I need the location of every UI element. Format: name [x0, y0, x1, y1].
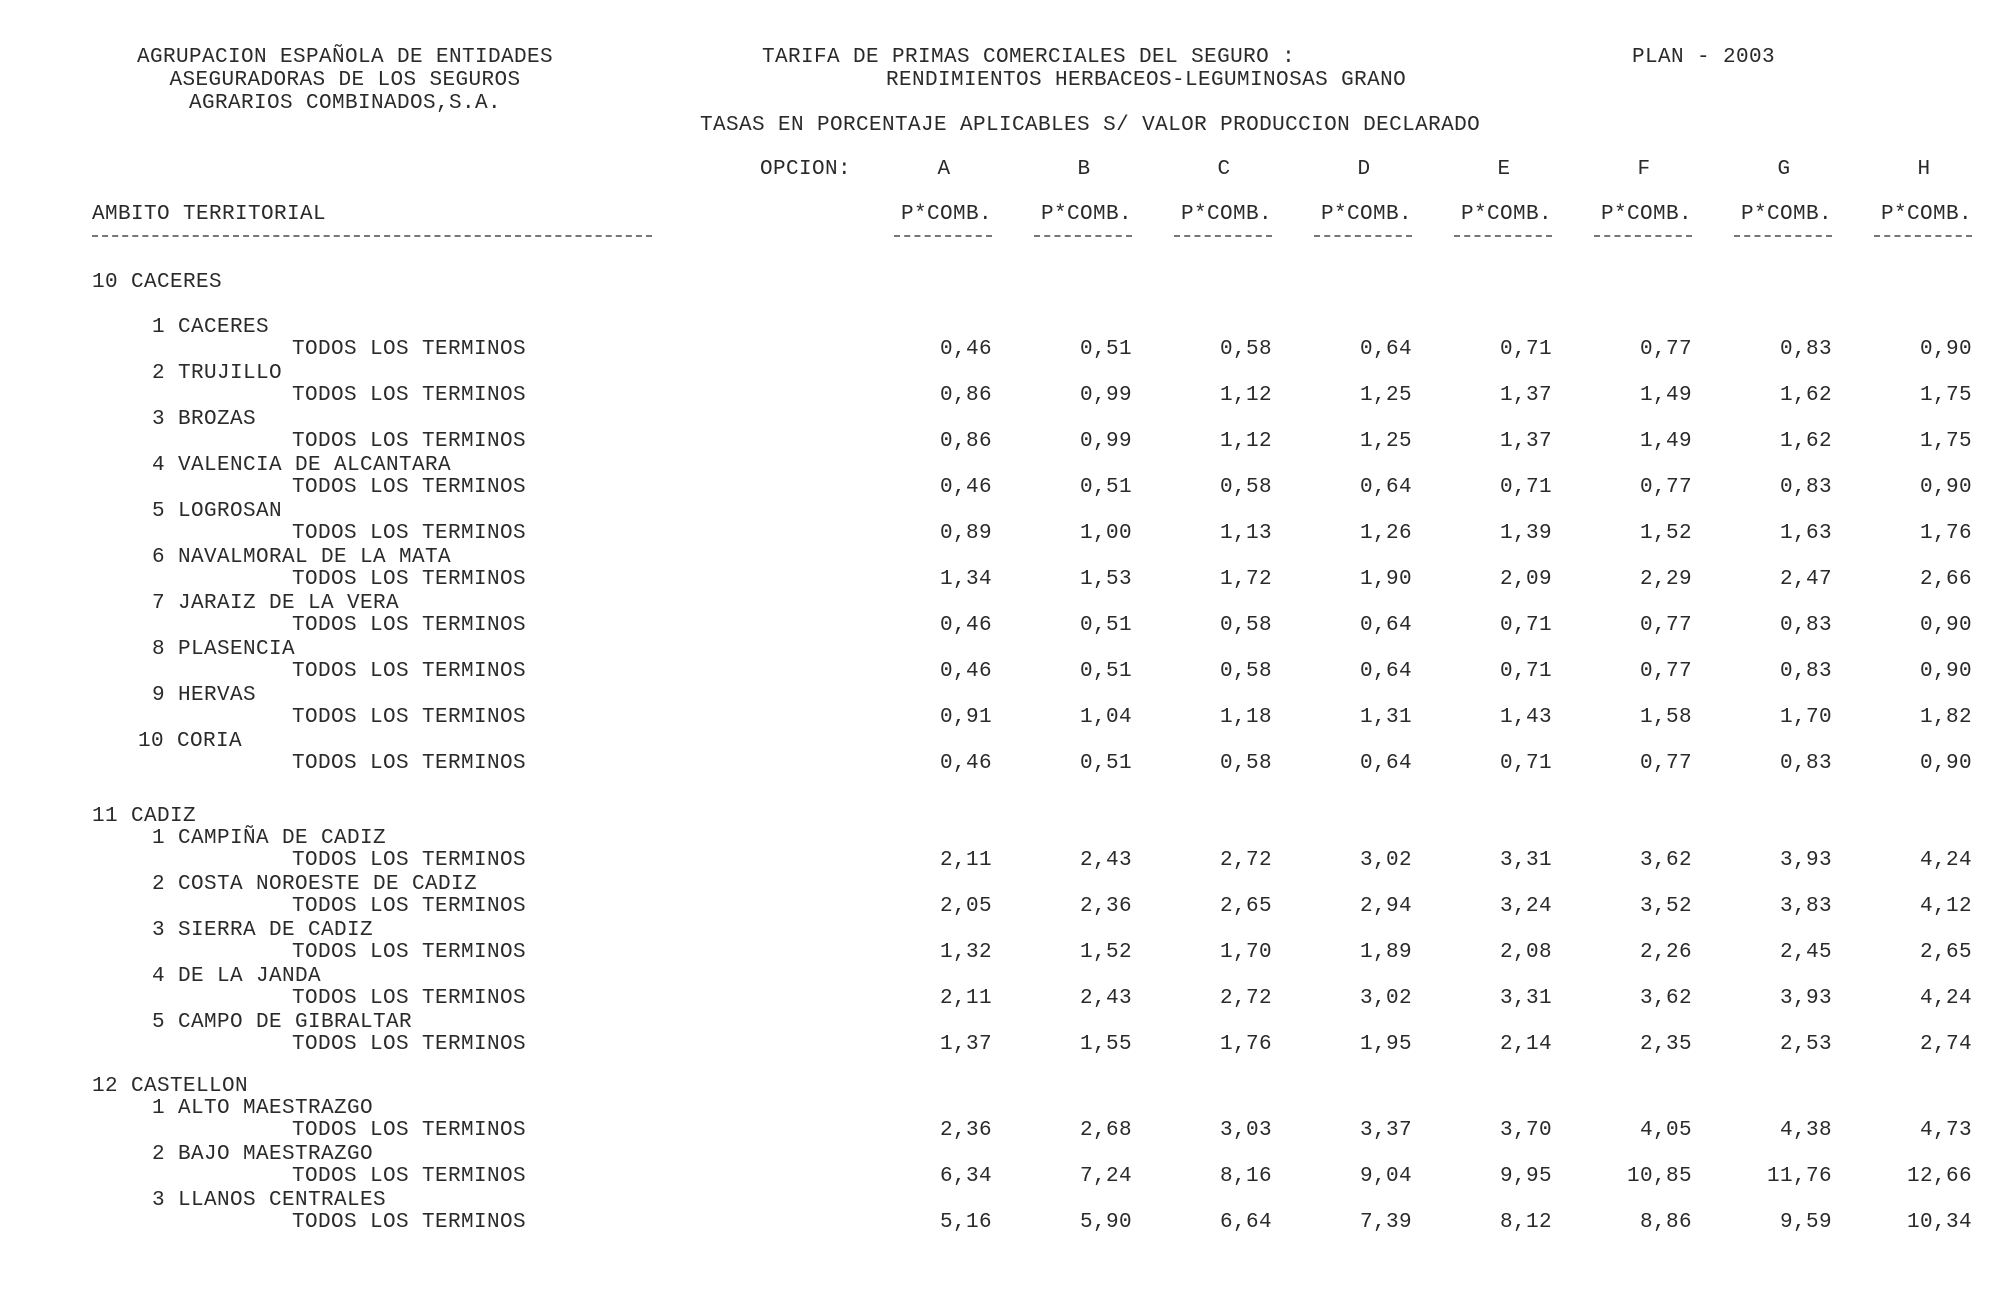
rate-cell-g: 2,45	[1779, 941, 1832, 964]
terms-label: TODOS LOS TERMINOS	[292, 476, 527, 499]
rate-cell-e: 0,71	[1499, 660, 1552, 683]
region-name: 6 NAVALMORAL DE LA MATA	[152, 546, 452, 569]
rate-cell-d: 0,64	[1359, 752, 1412, 775]
rate-cell-e: 2,14	[1499, 1033, 1552, 1056]
org-name-line-3: AGRARIOS COMBINADOS,S.A.	[188, 92, 502, 115]
rate-cell-d: 0,64	[1359, 614, 1412, 637]
column-label-b: P*COMB.	[1040, 203, 1132, 226]
rate-cell-a: 1,32	[939, 941, 992, 964]
terms-label: TODOS LOS TERMINOS	[292, 384, 527, 407]
rate-cell-h: 4,24	[1919, 987, 1972, 1010]
terms-label: TODOS LOS TERMINOS	[292, 568, 527, 591]
rate-cell-d: 1,25	[1359, 430, 1412, 453]
terms-label: TODOS LOS TERMINOS	[292, 752, 527, 775]
column-underline-b	[1034, 235, 1132, 237]
rate-cell-a: 0,46	[939, 752, 992, 775]
rate-cell-f: 2,26	[1639, 941, 1692, 964]
rate-cell-a: 0,46	[939, 476, 992, 499]
rate-cell-e: 8,12	[1499, 1211, 1552, 1234]
rate-cell-g: 1,62	[1779, 430, 1832, 453]
rate-cell-f: 1,49	[1639, 430, 1692, 453]
rate-cell-a: 2,36	[939, 1119, 992, 1142]
terms-label: TODOS LOS TERMINOS	[292, 1119, 527, 1142]
rate-cell-b: 1,53	[1079, 568, 1132, 591]
rate-cell-a: 0,46	[939, 338, 992, 361]
rate-cell-e: 3,70	[1499, 1119, 1552, 1142]
rate-cell-f: 1,49	[1639, 384, 1692, 407]
ambito-underline	[92, 235, 652, 237]
rate-cell-f: 3,62	[1639, 987, 1692, 1010]
rate-cell-a: 1,37	[939, 1033, 992, 1056]
document-title: TARIFA DE PRIMAS COMERCIALES DEL SEGURO :	[762, 46, 1296, 69]
rate-cell-g: 0,83	[1779, 614, 1832, 637]
org-name-line-1: AGRUPACION ESPAÑOLA DE ENTIDADES	[136, 46, 554, 69]
rate-cell-c: 0,58	[1219, 752, 1272, 775]
rate-cell-e: 3,24	[1499, 895, 1552, 918]
region-name: 5 CAMPO DE GIBRALTAR	[152, 1011, 413, 1034]
rate-cell-g: 3,93	[1779, 849, 1832, 872]
region-name: 1 CACERES	[152, 316, 270, 339]
rate-cell-f: 3,62	[1639, 849, 1692, 872]
rate-cell-f: 4,05	[1639, 1119, 1692, 1142]
rate-cell-e: 1,37	[1499, 384, 1552, 407]
rate-cell-a: 0,91	[939, 706, 992, 729]
rate-cell-b: 1,55	[1079, 1033, 1132, 1056]
region-name: 3 SIERRA DE CADIZ	[152, 919, 374, 942]
rate-cell-g: 0,83	[1779, 660, 1832, 683]
rate-cell-e: 2,08	[1499, 941, 1552, 964]
document-title-line-2: RENDIMIENTOS HERBACEOS-LEGUMINOSAS GRANO	[886, 69, 1407, 92]
column-underline-c	[1174, 235, 1272, 237]
rate-cell-c: 0,58	[1219, 614, 1272, 637]
rate-cell-d: 1,95	[1359, 1033, 1412, 1056]
rate-cell-c: 0,58	[1219, 660, 1272, 683]
option-letter-h: H	[1917, 158, 1931, 181]
rate-cell-a: 1,34	[939, 568, 992, 591]
rate-cell-e: 1,43	[1499, 706, 1552, 729]
rate-cell-c: 2,72	[1219, 987, 1272, 1010]
rate-cell-f: 2,29	[1639, 568, 1692, 591]
rate-cell-d: 2,94	[1359, 895, 1412, 918]
rate-cell-c: 1,12	[1219, 384, 1272, 407]
terms-label: TODOS LOS TERMINOS	[292, 1211, 527, 1234]
rate-cell-b: 0,99	[1079, 384, 1132, 407]
rate-cell-h: 1,82	[1919, 706, 1972, 729]
option-letter-a: A	[937, 158, 951, 181]
rate-cell-d: 3,37	[1359, 1119, 1412, 1142]
rate-cell-a: 5,16	[939, 1211, 992, 1234]
rate-cell-d: 0,64	[1359, 476, 1412, 499]
terms-label: TODOS LOS TERMINOS	[292, 522, 527, 545]
rate-cell-h: 12,66	[1906, 1165, 1972, 1188]
rate-cell-c: 2,72	[1219, 849, 1272, 872]
ambito-territorial-label: AMBITO TERRITORIAL	[92, 203, 327, 226]
rate-cell-d: 0,64	[1359, 660, 1412, 683]
plan-year: PLAN - 2003	[1632, 46, 1776, 69]
option-letter-c: C	[1217, 158, 1231, 181]
rate-cell-h: 1,75	[1919, 384, 1972, 407]
rate-cell-e: 0,71	[1499, 752, 1552, 775]
rate-cell-c: 1,72	[1219, 568, 1272, 591]
rate-cell-a: 0,86	[939, 384, 992, 407]
rate-cell-h: 0,90	[1919, 338, 1972, 361]
region-name: 5 LOGROSAN	[152, 500, 283, 523]
province-heading: 11 CADIZ	[92, 805, 197, 828]
rate-cell-a: 0,46	[939, 660, 992, 683]
rate-cell-g: 2,47	[1779, 568, 1832, 591]
rate-cell-g: 1,70	[1779, 706, 1832, 729]
column-underline-a	[894, 235, 992, 237]
rate-cell-e: 0,71	[1499, 476, 1552, 499]
option-letter-f: F	[1637, 158, 1651, 181]
terms-label: TODOS LOS TERMINOS	[292, 895, 527, 918]
rate-cell-f: 0,77	[1639, 614, 1692, 637]
rate-cell-d: 1,25	[1359, 384, 1412, 407]
rate-cell-d: 1,26	[1359, 522, 1412, 545]
region-name: 7 JARAIZ DE LA VERA	[152, 592, 400, 615]
rate-cell-c: 1,76	[1219, 1033, 1272, 1056]
rate-cell-h: 1,75	[1919, 430, 1972, 453]
rate-cell-a: 2,11	[939, 849, 992, 872]
rate-cell-b: 0,51	[1079, 660, 1132, 683]
region-name: 2 COSTA NOROESTE DE CADIZ	[152, 873, 478, 896]
rate-cell-f: 0,77	[1639, 338, 1692, 361]
column-underline-d	[1314, 235, 1412, 237]
rate-cell-e: 3,31	[1499, 987, 1552, 1010]
region-name: 4 DE LA JANDA	[152, 965, 322, 988]
rate-cell-d: 3,02	[1359, 987, 1412, 1010]
rate-cell-h: 1,76	[1919, 522, 1972, 545]
rate-cell-a: 0,86	[939, 430, 992, 453]
rate-cell-b: 1,00	[1079, 522, 1132, 545]
region-name: 1 ALTO MAESTRAZGO	[152, 1097, 374, 1120]
rate-cell-c: 3,03	[1219, 1119, 1272, 1142]
rate-cell-b: 2,43	[1079, 849, 1132, 872]
rate-cell-g: 0,83	[1779, 476, 1832, 499]
opcion-label: OPCION:	[760, 158, 852, 181]
rate-cell-f: 0,77	[1639, 476, 1692, 499]
rate-cell-f: 3,52	[1639, 895, 1692, 918]
rate-cell-h: 0,90	[1919, 614, 1972, 637]
rate-cell-f: 1,58	[1639, 706, 1692, 729]
region-name: 2 TRUJILLO	[152, 362, 283, 385]
rate-cell-h: 2,66	[1919, 568, 1972, 591]
rate-cell-g: 11,76	[1766, 1165, 1832, 1188]
rate-cell-b: 1,52	[1079, 941, 1132, 964]
rate-cell-h: 0,90	[1919, 752, 1972, 775]
option-letter-b: B	[1077, 158, 1091, 181]
column-label-f: P*COMB.	[1600, 203, 1692, 226]
rate-cell-d: 3,02	[1359, 849, 1412, 872]
column-underline-g	[1734, 235, 1832, 237]
province-heading: 12 CASTELLON	[92, 1075, 249, 1098]
rate-cell-g: 1,62	[1779, 384, 1832, 407]
rate-cell-b: 7,24	[1079, 1165, 1132, 1188]
rate-cell-a: 0,89	[939, 522, 992, 545]
rate-cell-e: 3,31	[1499, 849, 1552, 872]
region-name: 3 LLANOS CENTRALES	[152, 1189, 387, 1212]
rate-cell-h: 2,74	[1919, 1033, 1972, 1056]
rate-cell-c: 1,13	[1219, 522, 1272, 545]
rate-cell-d: 1,31	[1359, 706, 1412, 729]
rate-cell-h: 4,24	[1919, 849, 1972, 872]
region-name: 9 HERVAS	[152, 684, 257, 707]
rate-cell-h: 4,73	[1919, 1119, 1972, 1142]
region-name: 2 BAJO MAESTRAZGO	[152, 1143, 374, 1166]
rate-cell-a: 0,46	[939, 614, 992, 637]
rate-cell-b: 2,36	[1079, 895, 1132, 918]
rate-cell-g: 0,83	[1779, 752, 1832, 775]
rate-cell-c: 1,12	[1219, 430, 1272, 453]
terms-label: TODOS LOS TERMINOS	[292, 1033, 527, 1056]
rate-cell-c: 0,58	[1219, 338, 1272, 361]
rate-cell-d: 0,64	[1359, 338, 1412, 361]
option-letter-g: G	[1777, 158, 1791, 181]
rate-cell-c: 6,64	[1219, 1211, 1272, 1234]
region-name: 8 PLASENCIA	[152, 638, 296, 661]
column-underline-e	[1454, 235, 1552, 237]
rate-cell-h: 10,34	[1906, 1211, 1972, 1234]
rate-cell-b: 2,43	[1079, 987, 1132, 1010]
rate-cell-f: 10,85	[1626, 1165, 1692, 1188]
rate-cell-f: 1,52	[1639, 522, 1692, 545]
rate-cell-g: 3,93	[1779, 987, 1832, 1010]
rate-cell-f: 0,77	[1639, 752, 1692, 775]
rate-cell-b: 2,68	[1079, 1119, 1132, 1142]
region-name: 4 VALENCIA DE ALCANTARA	[152, 454, 452, 477]
rate-cell-b: 0,51	[1079, 752, 1132, 775]
column-label-c: P*COMB.	[1180, 203, 1272, 226]
rate-cell-b: 1,04	[1079, 706, 1132, 729]
column-label-g: P*COMB.	[1740, 203, 1832, 226]
rate-cell-a: 2,05	[939, 895, 992, 918]
rate-cell-b: 0,51	[1079, 614, 1132, 637]
region-name: 1 CAMPIÑA DE CADIZ	[152, 827, 387, 850]
rate-cell-h: 0,90	[1919, 476, 1972, 499]
org-name-line-2: ASEGURADORAS DE LOS SEGUROS	[169, 69, 521, 92]
rate-cell-f: 2,35	[1639, 1033, 1692, 1056]
rate-cell-c: 2,65	[1219, 895, 1272, 918]
terms-label: TODOS LOS TERMINOS	[292, 660, 527, 683]
column-underline-f	[1594, 235, 1692, 237]
rate-cell-b: 5,90	[1079, 1211, 1132, 1234]
rate-cell-b: 0,99	[1079, 430, 1132, 453]
rate-cell-f: 8,86	[1639, 1211, 1692, 1234]
rate-cell-e: 2,09	[1499, 568, 1552, 591]
rate-cell-a: 2,11	[939, 987, 992, 1010]
column-label-a: P*COMB.	[900, 203, 992, 226]
rate-cell-g: 3,83	[1779, 895, 1832, 918]
rate-cell-d: 1,90	[1359, 568, 1412, 591]
rate-cell-b: 0,51	[1079, 338, 1132, 361]
terms-label: TODOS LOS TERMINOS	[292, 849, 527, 872]
terms-label: TODOS LOS TERMINOS	[292, 706, 527, 729]
rate-cell-g: 9,59	[1779, 1211, 1832, 1234]
rate-cell-e: 1,37	[1499, 430, 1552, 453]
column-underline-h	[1874, 235, 1972, 237]
terms-label: TODOS LOS TERMINOS	[292, 614, 527, 637]
rate-cell-g: 0,83	[1779, 338, 1832, 361]
document-subtitle: TASAS EN PORCENTAJE APLICABLES S/ VALOR PRODUCCION DECLARADO	[700, 114, 1481, 137]
terms-label: TODOS LOS TERMINOS	[292, 1165, 527, 1188]
rate-cell-f: 0,77	[1639, 660, 1692, 683]
column-label-e: P*COMB.	[1460, 203, 1552, 226]
rate-cell-h: 4,12	[1919, 895, 1972, 918]
rate-cell-e: 1,39	[1499, 522, 1552, 545]
rate-cell-g: 4,38	[1779, 1119, 1832, 1142]
rate-cell-e: 0,71	[1499, 338, 1552, 361]
option-letter-d: D	[1357, 158, 1371, 181]
rate-cell-c: 8,16	[1219, 1165, 1272, 1188]
column-label-d: P*COMB.	[1320, 203, 1412, 226]
region-name: 10 CORIA	[138, 730, 243, 753]
region-name: 3 BROZAS	[152, 408, 257, 431]
terms-label: TODOS LOS TERMINOS	[292, 941, 527, 964]
rate-cell-h: 2,65	[1919, 941, 1972, 964]
province-heading: 10 CACERES	[92, 271, 223, 294]
option-letter-e: E	[1497, 158, 1511, 181]
terms-label: TODOS LOS TERMINOS	[292, 987, 527, 1010]
rate-cell-g: 1,63	[1779, 522, 1832, 545]
rate-cell-c: 1,18	[1219, 706, 1272, 729]
rate-cell-a: 6,34	[939, 1165, 992, 1188]
rate-cell-b: 0,51	[1079, 476, 1132, 499]
rate-cell-d: 7,39	[1359, 1211, 1412, 1234]
rate-cell-e: 9,95	[1499, 1165, 1552, 1188]
rate-cell-c: 1,70	[1219, 941, 1272, 964]
rate-cell-d: 1,89	[1359, 941, 1412, 964]
rate-cell-g: 2,53	[1779, 1033, 1832, 1056]
terms-label: TODOS LOS TERMINOS	[292, 430, 527, 453]
rate-cell-c: 0,58	[1219, 476, 1272, 499]
terms-label: TODOS LOS TERMINOS	[292, 338, 527, 361]
column-label-h: P*COMB.	[1880, 203, 1972, 226]
rate-cell-d: 9,04	[1359, 1165, 1412, 1188]
rate-cell-e: 0,71	[1499, 614, 1552, 637]
rate-cell-h: 0,90	[1919, 660, 1972, 683]
